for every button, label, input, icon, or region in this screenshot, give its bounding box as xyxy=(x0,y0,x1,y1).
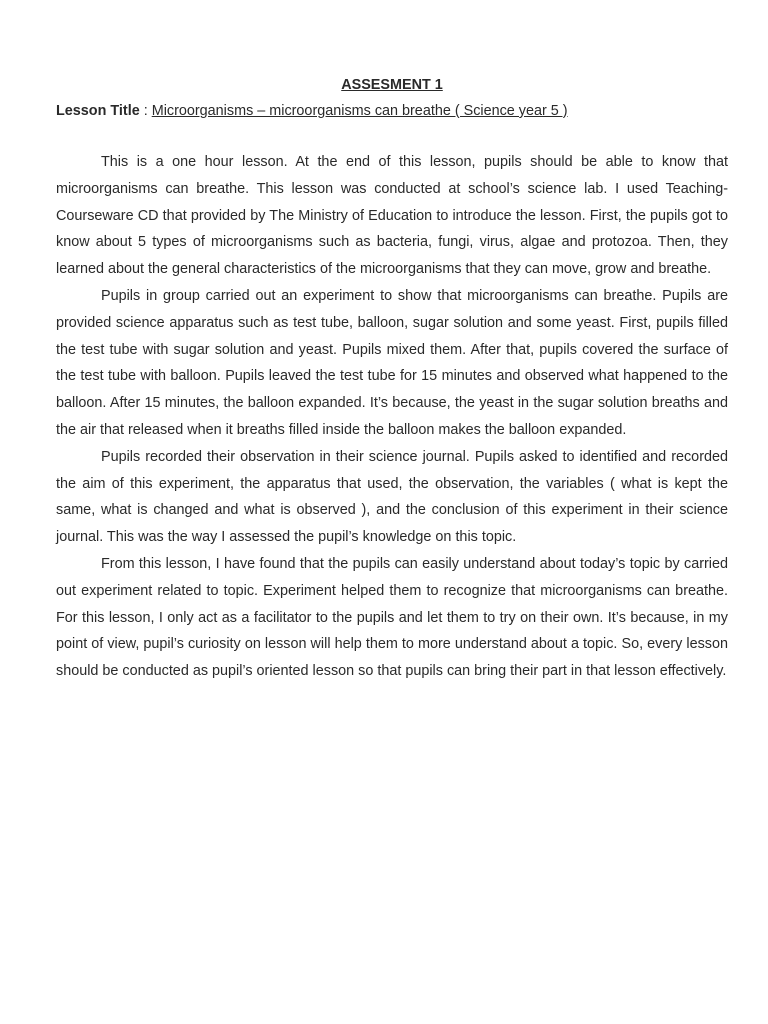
lesson-title-separator: : xyxy=(139,103,152,119)
document-title: ASSESMENT 1 xyxy=(341,77,443,93)
paragraph-2: Pupils in group carried out an experiment to show that microorganisms can breathe. Pupils are provided science apparatus such as test tube, balloon, sugar solution and some yeast. First, pupils filled the test tube with sugar solution and yeast. Pupils mixed them. After that, pupils covered the surface of the test tube with balloon. Pupils leaved the test tube for 15 minutes and observed what happened to the balloon. After 15 minutes, the balloon expanded. It’s because, the yeast in the sugar solution breaths and the air that released when it breaths filled inside the balloon makes the balloon expanded. xyxy=(56,287,728,438)
document-body xyxy=(56,149,728,685)
document-page xyxy=(56,74,728,685)
lesson-title-line xyxy=(56,100,728,122)
lesson-title-label: Lesson Title xyxy=(56,103,140,119)
lesson-title-value: Microorganisms – microorganisms can breathe ( Science year 5 ) xyxy=(151,103,568,119)
paragraph-3: Pupils recorded their observation in their science journal. Pupils asked to identified and recorded the aim of this experiment, the apparatus that used, the observation, the variables ( what is kept the same, what is changed and what is observed ), and the conclusion of this experiment in their science journal. This was the way I assessed the pupil’s knowledge on this topic. xyxy=(56,448,728,546)
paragraph-4: From this lesson, I have found that the pupils can easily understand about today’s topic by carried out experiment related to topic. Experiment helped them to recognize that microorganisms can breathe. For this lesson, I only act as a facilitator to the pupils and let them to try on their own. It’s because, in my point of view, pupil’s curiosity on lesson will help them to more understand about a topic. So, every lesson should be conducted as pupil’s oriented lesson so that pupils can bring their part in that lesson effectively. xyxy=(56,555,728,680)
paragraph-1: This is a one hour lesson. At the end of this lesson, pupils should be able to know that microorganisms can breathe. This lesson was conducted at school’s science lab. I used Teaching-Courseware CD that provided by The Ministry of Education to introduce the lesson. First, the pupils got to know about 5 types of microorganisms such as bacteria, fungi, virus, algae and protozoa. Then, they learned about the general characteristics of the microorganisms that they can move, grow and breathe. xyxy=(56,154,728,278)
